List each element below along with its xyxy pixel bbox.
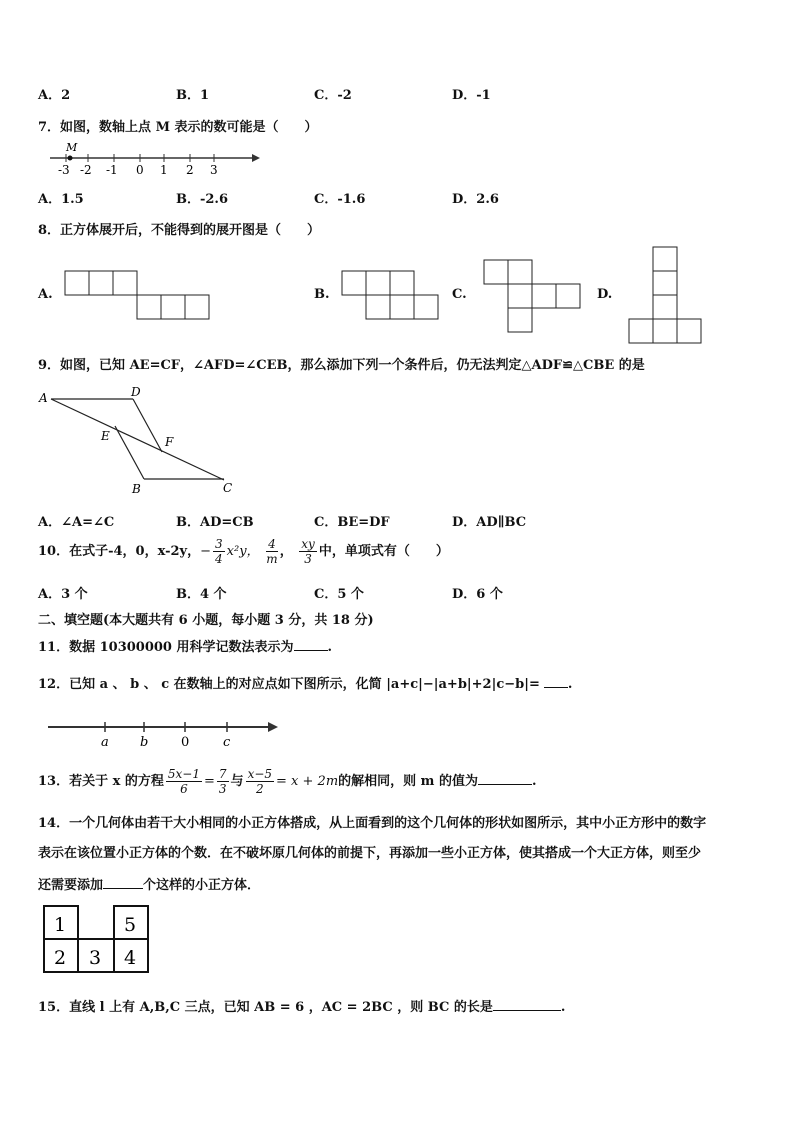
q13-fraction-1-num: 5x−1 (167, 767, 200, 781)
q10-option-d: D．6 个 (452, 587, 503, 602)
q10-text (38, 537, 449, 566)
q10-fraction-3-num: xy (301, 537, 315, 551)
q12-label-c: c (223, 735, 231, 750)
q6-option-c: C．-2 (314, 88, 352, 103)
q6-option-d: D．-1 (452, 88, 491, 103)
q14-answer-blank (103, 888, 143, 889)
q12-end: . (567, 677, 573, 692)
q11-answer-blank (294, 650, 328, 651)
q12-label-b: b (140, 735, 149, 750)
q10-fraction-2 (266, 537, 278, 566)
q7-number-line (44, 136, 274, 178)
q7-option-d: D．2.6 (452, 192, 499, 207)
q7-option-a: A．1.5 (38, 192, 84, 207)
q9-label-a: A (39, 391, 48, 405)
q8-net-b (341, 270, 441, 322)
q13-fraction-3-den: 2 (255, 782, 264, 796)
q13-answer-blank (478, 784, 532, 785)
q12-label: 12．已知 a 、 b 、 c 在数轴上的对应点如下图所示，化简 |a+c|−|a+b|+2|c−b|= (38, 677, 540, 692)
q14-line-1: 14．一个几何体由若干大小相同的小正方体搭成，从上面看到的这个几何体的形状如图所示，其中小正方形中的数字 (38, 816, 707, 831)
q7-tick-label: 0 (136, 163, 144, 177)
q10-option-b: B．4 个 (176, 587, 227, 602)
q14-cell-5: 5 (124, 914, 137, 936)
q8-option-d: D. (597, 287, 613, 302)
q13-fraction-1-den: 6 (180, 782, 188, 796)
q8-option-c: C. (452, 287, 467, 302)
q14-line-2: 表示在该位置小正方体的个数．在不破坏原几何体的前提下，再添加一些小正方体，使其搭成一个大正方体，则至少 (38, 846, 702, 861)
q13-fraction-3 (246, 767, 274, 796)
q15-end: . (560, 1000, 566, 1015)
q8-net-a (64, 270, 214, 322)
q10-prefix: 10．在式子-4，0，x-2y， (38, 544, 201, 559)
q13-end: . (531, 774, 537, 789)
q9-label-c: C (223, 481, 233, 495)
q13-prefix: 13．若关于 x 的方程 (38, 774, 164, 789)
q7-tick-label: -1 (106, 163, 118, 177)
q9-label-d: D (131, 385, 141, 399)
q10-fraction-1-den: 4 (215, 552, 223, 566)
q13-fraction-2-den: 3 (218, 782, 227, 796)
q11-end: . (327, 640, 333, 655)
q7-text: 7．如图，数轴上点 M 表示的数可能是（ ） (38, 120, 318, 135)
q14-top-view-grid (42, 904, 152, 976)
q12-label-a: a (101, 735, 109, 750)
q12-label-zero: 0 (181, 735, 190, 750)
q13-equals: = (204, 774, 215, 789)
q13-fraction-2-num: 7 (218, 767, 227, 781)
q13-suffix: 的解相同，则 m 的值为 (338, 774, 478, 789)
q10-fraction-3-den: 3 (304, 552, 312, 566)
q8-text: 8．正方体展开后，不能得到的展开图是（ ） (38, 223, 321, 238)
q9-option-b: B．AD=CB (176, 515, 254, 530)
q7-tick-label: -2 (80, 163, 92, 177)
q14-cell-3: 3 (89, 947, 102, 969)
q14-cell-4: 4 (124, 947, 137, 969)
q14-line-3 (38, 874, 260, 893)
q6-option-b: B．1 (176, 88, 210, 103)
q9-label-b: B (132, 482, 141, 496)
q11-label: 11．数据 10300000 用科学记数法表示为 (38, 640, 294, 655)
q15-answer-blank (493, 1010, 561, 1011)
q14-line-3-end: 个这样的小正方体． (143, 878, 261, 893)
q7-tick-label: 1 (160, 163, 168, 177)
q10-suffix: 中，单项式有（ ） (318, 544, 449, 559)
q12-number-line (44, 716, 284, 750)
section-2-heading: 二、填空题(本大题共有 6 小题，每小题 3 分，共 18 分) (38, 613, 374, 628)
q13-text (38, 767, 537, 796)
q10-term-x2y: x²y， (226, 544, 260, 559)
q13-mid: 与 (230, 774, 244, 789)
q9-figure (34, 382, 244, 498)
q10-fraction-1 (213, 537, 225, 566)
q10-fraction-2-den: m (266, 552, 278, 566)
q14-cell-2: 2 (54, 947, 67, 969)
q7-option-c: C．-1.6 (314, 192, 366, 207)
q13-tail: = x + 2m (276, 774, 339, 789)
q10-fraction-1-num: 3 (215, 537, 223, 551)
q8-net-c (483, 259, 583, 335)
q7-option-b: B．-2.6 (176, 192, 229, 207)
q8-net-d (628, 246, 704, 346)
q7-tick-label: 3 (210, 163, 218, 177)
q9-option-c: C．BE=DF (314, 515, 390, 530)
q9-text: 9．如图，已知 AE=CF，∠AFD=∠CEB，那么添加下列一个条件后，仍无法判定△ADF≌△CBE 的是 (38, 358, 645, 373)
q7-point-m (68, 156, 73, 161)
q6-option-a: A．2 (38, 88, 71, 103)
q15-label: 15．直线 l 上有 A,B,C 三点，已知 AB = 6 ，AC = 2BC ，则 BC 的长是 (38, 1000, 493, 1015)
q13-fraction-1 (166, 767, 202, 796)
q7-tick-label: 2 (186, 163, 194, 177)
q9-label-f: F (165, 435, 174, 449)
q9-option-d: D．AD∥BC (452, 515, 527, 530)
q14-cell-1: 1 (54, 914, 67, 936)
q12-text (38, 673, 572, 692)
q14-line-3-start: 还需要添加 (38, 878, 104, 893)
q8-option-b: B. (314, 287, 330, 302)
q9-option-a: A．∠A=∠C (38, 515, 115, 530)
q7-point-label: M (66, 141, 78, 154)
q11-text (38, 636, 332, 655)
q10-option-a: A．3 个 (38, 587, 88, 602)
q9-label-e: E (101, 429, 110, 443)
q13-fraction-2 (217, 767, 229, 796)
q10-fraction-2-num: 4 (268, 537, 276, 551)
q10-option-c: C．5 个 (314, 587, 364, 602)
q15-text (38, 996, 565, 1015)
q10-comma: ， (279, 544, 293, 559)
q10-neg-sign: − (200, 544, 212, 559)
q7-tick-label: -3 (58, 163, 70, 177)
q13-fraction-3-num: x−5 (247, 767, 273, 781)
q8-option-a: A. (38, 287, 53, 302)
q10-fraction-3 (299, 537, 317, 566)
q12-answer-blank (544, 687, 568, 688)
